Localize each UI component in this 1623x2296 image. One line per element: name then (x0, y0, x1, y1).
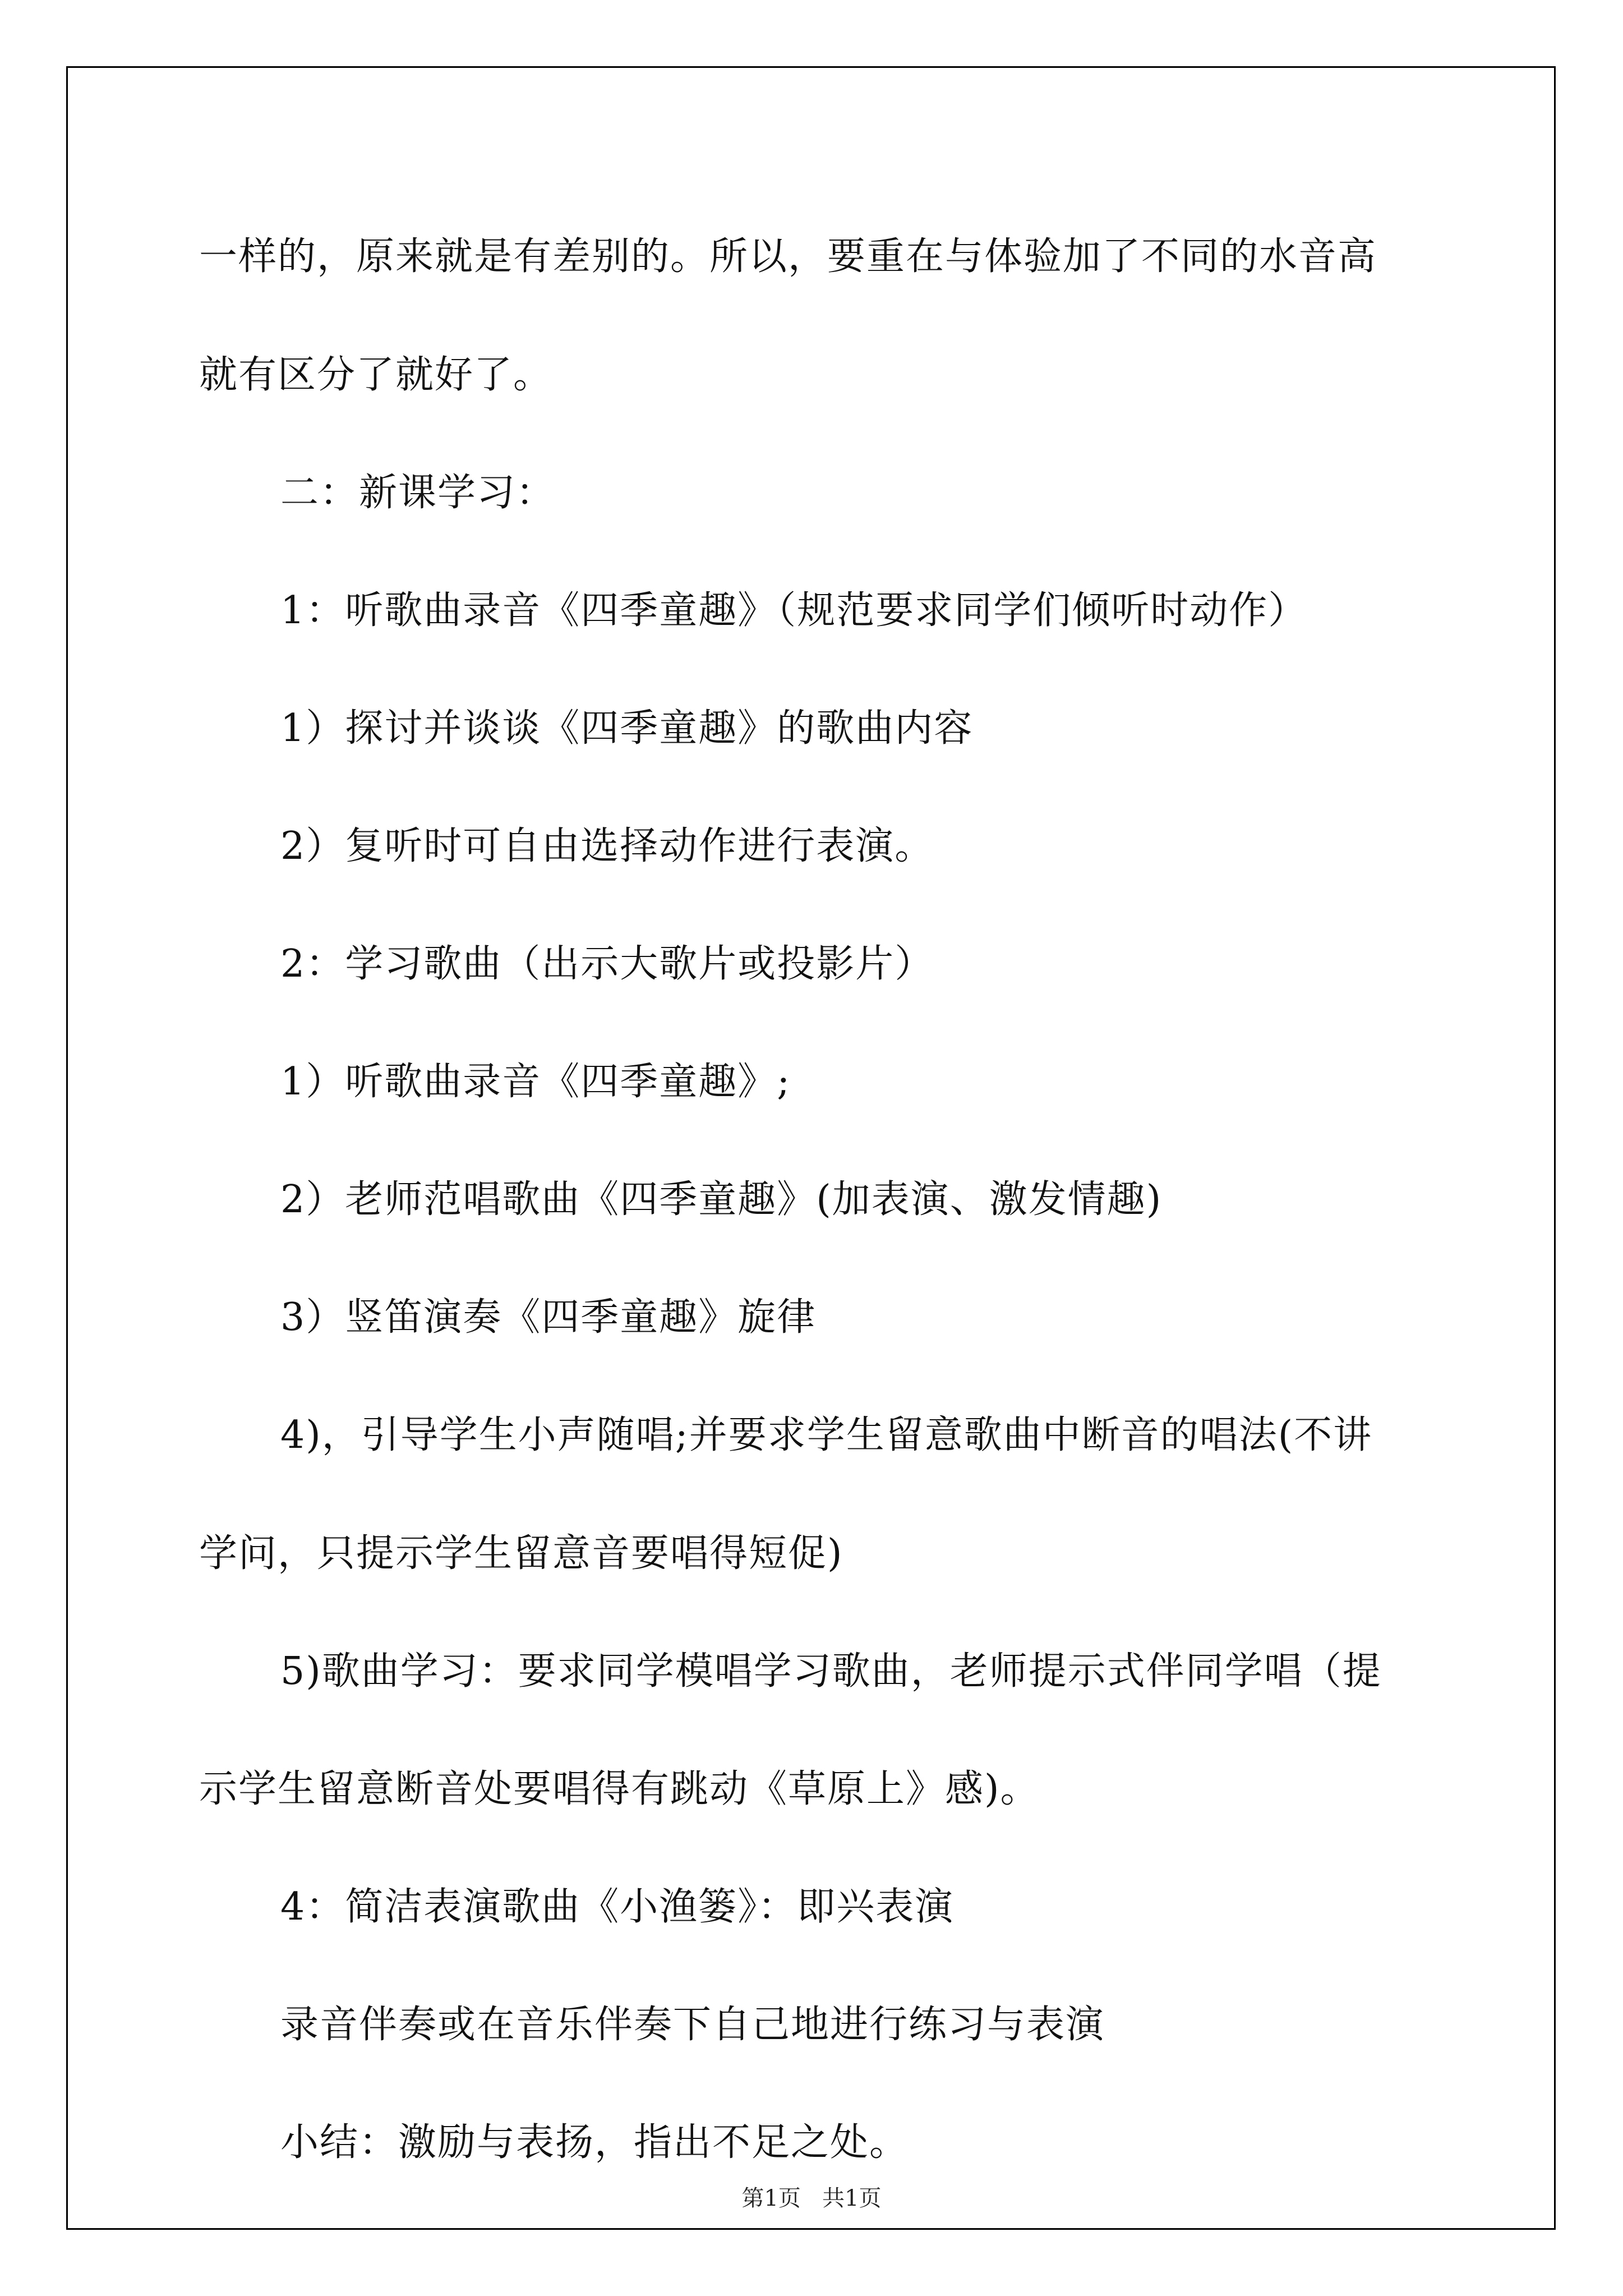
paragraph-line: 4)，引导学生小声随唱;并要求学生留意歌曲中断音的唱法(不讲 (280, 1413, 1373, 1457)
page-number-footer: 第1页 共1页 (741, 2185, 882, 2211)
paragraph-line: 4：简洁表演歌曲《小渔篓》：即兴表演 (280, 1885, 955, 1929)
paragraph-line: 学问，只提示学生留意音要唱得短促) (199, 1531, 843, 1576)
paragraph-line: 2）复听时可自由选择动作进行表演。 (280, 824, 934, 868)
paragraph-line: 1：听歌曲录音《四季童趣》（规范要求同学们倾听时动作） (280, 588, 1308, 633)
section-heading: 二：新课学习： (280, 471, 556, 515)
paragraph-line: 示学生留意断音处要唱得有跳动《草原上》感)。 (199, 1767, 1040, 1811)
paragraph-line: 3）竖笛演奏《四季童趣》旋律 (280, 1295, 817, 1340)
paragraph-line: 2）老师范唱歌曲《四季童趣》(加表演、激发情趣) (280, 1177, 1163, 1222)
paragraph-line: 就有区分了就好了。 (199, 353, 553, 397)
paragraph-line: 2：学习歌曲（出示大歌片或投影片） (280, 942, 934, 986)
paragraph-line: 5)歌曲学习：要求同学模唱学习歌曲，老师提示式伴同学唱（提 (280, 1649, 1382, 1694)
paragraph-line: 录音伴奏或在音乐伴奏下自己地进行练习与表演 (280, 2003, 1105, 2047)
paragraph-line: 1）听歌曲录音《四季童趣》; (280, 1060, 791, 1104)
paragraph-line: 小结：激励与表扬，指出不足之处。 (280, 2120, 909, 2165)
paragraph-line: 一样的，原来就是有差别的。所以，要重在与体验加了不同的水音高 (199, 234, 1377, 279)
paragraph-line: 1）探讨并谈谈《四季童趣》的歌曲内容 (280, 706, 974, 751)
